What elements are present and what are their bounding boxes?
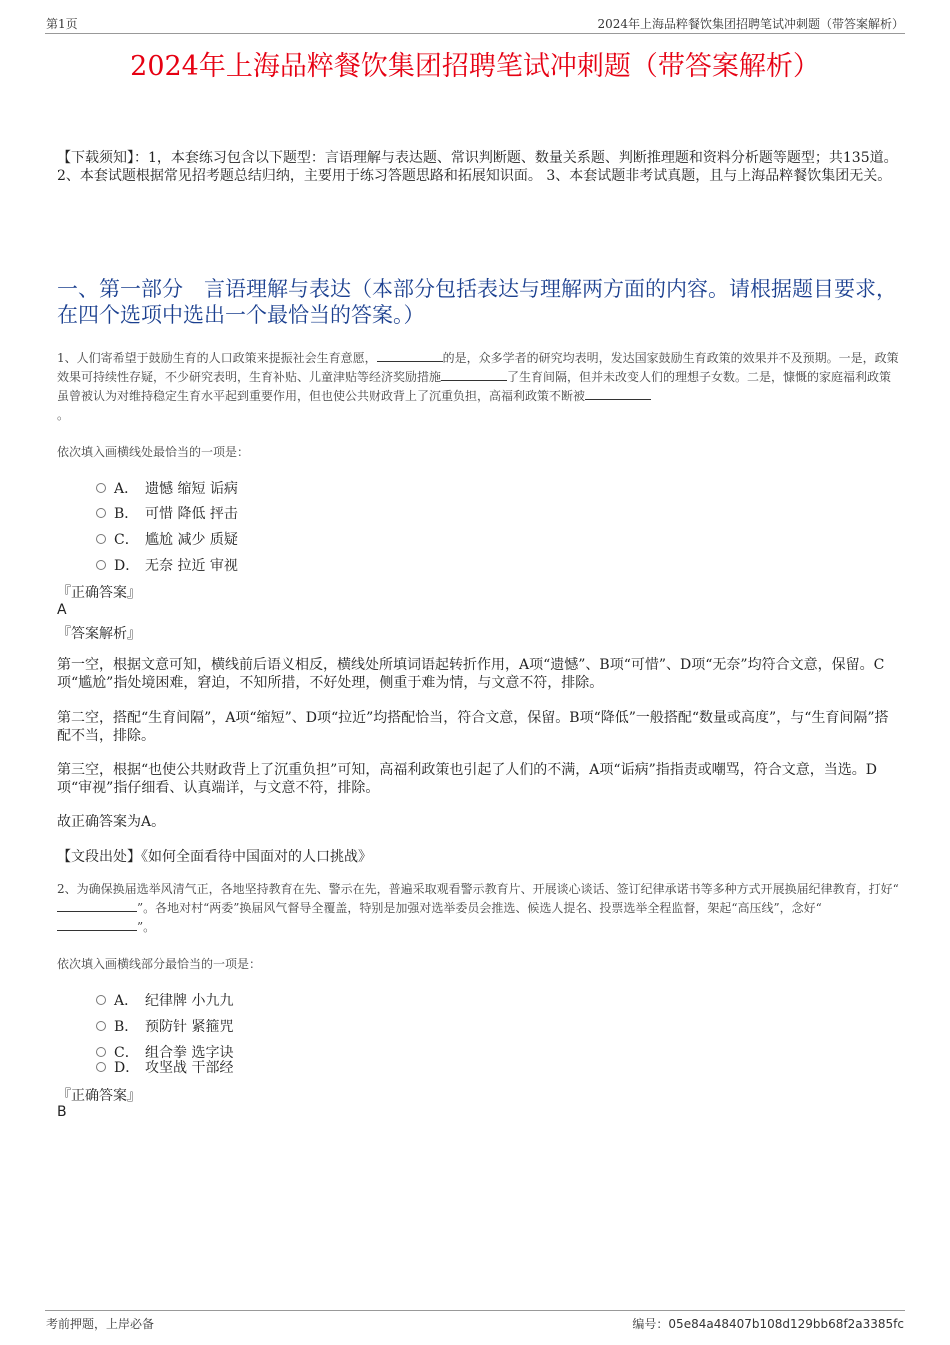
q2-answer: B xyxy=(57,1104,67,1120)
footer-code-value: 05e84a48407b108d129bb68f2a3385fc xyxy=(668,1317,904,1331)
header-rule xyxy=(45,33,905,34)
header-doc-title: 2024年上海品粹餐饮集团招聘笔试冲刺题（带答案解析） xyxy=(597,17,904,31)
option-letter: C． xyxy=(114,532,139,548)
option-letter: D． xyxy=(114,1060,140,1076)
radio-icon[interactable] xyxy=(96,508,106,518)
option-letter: A． xyxy=(114,993,139,1009)
document-title: 2024年上海品粹餐饮集团招聘笔试冲刺题（带答案解析） xyxy=(130,51,820,82)
option-text: 无奈 拉近 审视 xyxy=(145,558,238,574)
footer-code-label: 编号： xyxy=(632,1317,669,1331)
option-text: 纪律牌 小九九 xyxy=(145,993,234,1009)
question-1-text xyxy=(57,349,900,425)
q1-text-part-2: 的是，众多学者的研究均表明，发达国家鼓励生育政策的效果并不及预期。一是，政策效果可持续性存疑，不少研究表明，生育补贴、儿童津贴等经济奖励措施 xyxy=(57,351,899,384)
option-text: 可惜 降低 抨击 xyxy=(145,506,238,522)
q2-blank-2 xyxy=(57,919,137,931)
question-2-text xyxy=(57,880,900,937)
radio-icon[interactable] xyxy=(96,560,106,570)
option-text: 组合拳 选字诀 xyxy=(145,1045,234,1061)
q1-answer: A xyxy=(57,602,67,618)
q1-analysis-paragraph-1: 第一空，根据文意可知，横线前后语义相反，横线处所填词语起转折作用，A项“遗憾”、B项“可惜”、D项“无奈”均符合文意，保留。C项“尴尬”指处境困难，窘迫，不知所措，不好处理，侧重于难为情，与文意不符，排除。 xyxy=(57,657,885,691)
option-letter: A． xyxy=(114,481,139,497)
q1-analysis-paragraph-2: 第二空，搭配“生育间隔”，A项“缩短”、D项“拉近”均搭配恰当，符合文意，保留。B项“降低”一般搭配“数量或高度”，与“生育间隔”搭配不当，排除。 xyxy=(57,710,889,744)
option-text: 尴尬 减少 质疑 xyxy=(145,532,238,548)
q2-text-part-3: ”。 xyxy=(137,920,156,934)
q1-analysis-conclusion: 故正确答案为A。 xyxy=(57,814,166,830)
q1-analysis-paragraph-3: 第三空，根据“也使公共财政背上了沉重负担”可知，高福利政策也引起了人们的不满，A项“诟病”指指责或嘲骂，符合文意，当选。D项“审视”指仔细看、认真端详，与文意不符，排除。 xyxy=(57,762,877,796)
q1-source: 【文段出处】《如何全面看待中国面对的人口挑战》 xyxy=(57,849,372,865)
radio-icon[interactable] xyxy=(96,1062,106,1072)
page-number: 第1页 xyxy=(46,17,78,31)
footer-slogan: 考前押题，上岸必备 xyxy=(46,1317,155,1331)
radio-icon[interactable] xyxy=(96,1021,106,1031)
option-text: 预防针 紧箍咒 xyxy=(145,1019,234,1035)
download-notice: 【下载须知】：1，本套练习包含以下题型：言语理解与表达题、常识判断题、数量关系题、判断推理题和资料分析题等题型；共135道。 2、本套试题根据常见招考题总结归纳，主要用于练习答题思路和拓展知识面。 3、本套试题非考试真题，且与上海品粹餐饮集团无关。 xyxy=(57,150,898,184)
radio-icon[interactable] xyxy=(96,483,106,493)
question-2-prompt: 依次填入画横线部分最恰当的一项是： xyxy=(57,957,262,971)
option-letter: B． xyxy=(114,506,139,522)
option-text: 攻坚战 干部经 xyxy=(145,1060,234,1076)
q1-text-part-3: 了生育间隔，但并未改变人们的理想子女数。二是，慷慨的家庭福利政策虽曾被认为对维持稳定生育水平起到重要作用，但也使公共财政背上了沉重负担，高福利政策不断被 xyxy=(57,370,892,403)
q1-blank-1 xyxy=(377,350,443,362)
q1-answer-label: 『正确答案』 xyxy=(57,585,141,601)
option-letter: D． xyxy=(114,558,140,574)
q2-text-part-1: 2、为确保换届选举风清气正，各地坚持教育在先、警示在先，普遍采取观看警示教育片、开展谈心谈话、签订纪律承诺书等多种方式开展换届纪律教育，打好“ xyxy=(57,882,899,896)
footer-rule xyxy=(45,1310,905,1311)
question-1-prompt: 依次填入画横线处最恰当的一项是： xyxy=(57,445,250,459)
q2-text-part-2: ”。各地对村“两委”换届风气督导全覆盖，特别是加强对选举委员会推选、候选人提名、投票选举全程监督，架起“高压线”，念好“ xyxy=(137,901,822,915)
option-text: 遗憾 缩短 诟病 xyxy=(145,481,238,497)
section-heading: 一、第一部分 言语理解与表达（本部分包括表达与理解两方面的内容。请根据题目要求，在四个选项中选出一个最恰当的答案。） xyxy=(57,277,897,327)
q1-blank-2 xyxy=(441,369,507,381)
option-letter: C． xyxy=(114,1045,139,1061)
q1-text-part-1: 1、人们寄希望于鼓励生育的人口政策来提振社会生育意愿， xyxy=(57,351,377,365)
q2-answer-label: 『正确答案』 xyxy=(57,1088,141,1104)
radio-icon[interactable] xyxy=(96,534,106,544)
q1-text-part-4: 。 xyxy=(57,408,70,422)
footer-code xyxy=(632,1315,904,1332)
q2-blank-1 xyxy=(57,900,137,912)
q1-blank-3 xyxy=(585,388,651,400)
q1-analysis-label: 『答案解析』 xyxy=(57,626,141,642)
radio-icon[interactable] xyxy=(96,1047,106,1057)
option-letter: B． xyxy=(114,1019,139,1035)
radio-icon[interactable] xyxy=(96,995,106,1005)
